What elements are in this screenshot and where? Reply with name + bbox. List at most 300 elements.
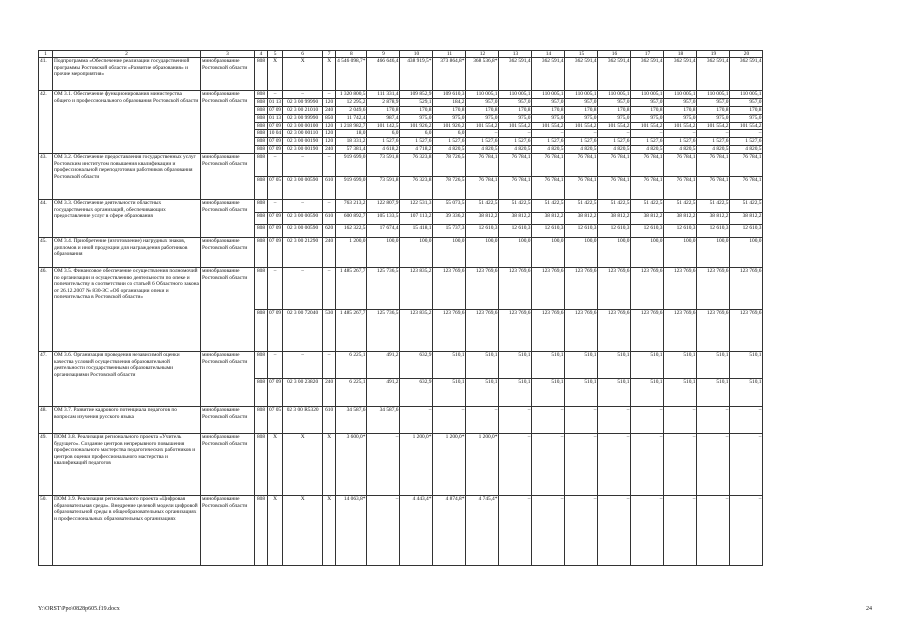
amount-cell: 105 133,5 xyxy=(367,212,400,225)
amount-cell: 51 422,5 xyxy=(466,200,499,213)
program-name: ОМ 3.3. Обеспечение деятельности областных государственных организаций, обеспечивающих предоставление услуг в сфере образования xyxy=(53,200,201,238)
amount-cell: 1 218 982,7 xyxy=(336,122,367,130)
budget-code-cell: – xyxy=(268,91,283,99)
amount-cell: 123 769,6 xyxy=(433,309,466,351)
budget-code-cell: 07 05 xyxy=(268,406,283,433)
amount-cell: 110 005,1 xyxy=(697,91,730,99)
amount-cell: 110 005,1 xyxy=(664,91,697,99)
amount-cell: 510,1 xyxy=(565,351,598,379)
budget-code-cell: 808 xyxy=(255,138,268,146)
page-number: 24 xyxy=(866,606,872,612)
amount-cell: – xyxy=(499,130,532,138)
amount-cell: 76 784,1 xyxy=(730,177,763,200)
budget-code-cell: 07 09 xyxy=(268,212,283,225)
amount-cell: 76 784,1 xyxy=(466,177,499,200)
amount-cell: 12 610,3 xyxy=(631,225,664,238)
budget-code-cell: 808 xyxy=(255,154,268,177)
amount-cell: 51 422,5 xyxy=(730,200,763,213)
amount-cell: 510,1 xyxy=(730,379,763,407)
amount-cell: 170,8 xyxy=(433,106,466,114)
column-number: 18 xyxy=(664,51,697,58)
amount-cell: 51 422,5 xyxy=(697,200,730,213)
amount-cell: 123 769,6 xyxy=(499,267,532,309)
budget-code-cell: 10 04 xyxy=(269,130,282,137)
executor-name: минобразование Ростовской области xyxy=(201,406,255,433)
amount-cell: 975,0 xyxy=(400,114,433,122)
amount-cell: – xyxy=(367,495,400,565)
column-number: 16 xyxy=(598,51,631,58)
amount-cell: 975,0 xyxy=(565,114,598,122)
amount-cell: 510,1 xyxy=(664,379,697,407)
amount-cell: 100,0 xyxy=(697,237,730,267)
amount-cell: 15 418,1 xyxy=(400,225,433,238)
table-row xyxy=(39,91,763,99)
amount-cell: 101 554,2 xyxy=(730,122,763,130)
budget-code-cell: 02 3 00 00590 xyxy=(283,225,323,238)
budget-code-cell: 02 3 00 99990 xyxy=(283,114,323,122)
program-name: ОМ 3.7. Развитие кадрового потенциала педагогов по вопросам изучения русского языка xyxy=(53,406,201,433)
amount-cell: 38 812,2 xyxy=(499,212,532,225)
amount-cell: – xyxy=(466,130,499,138)
amount-cell: 123 769,6 xyxy=(664,309,697,351)
column-number: 14 xyxy=(532,51,565,58)
amount-cell: 510,1 xyxy=(697,351,730,379)
amount-cell: – xyxy=(532,433,565,495)
amount-cell: 123 769,6 xyxy=(565,267,598,309)
amount-cell: 51 422,5 xyxy=(499,200,532,213)
amount-cell: 100,0 xyxy=(631,237,664,267)
amount-cell: – xyxy=(730,433,763,495)
column-number: 5 xyxy=(268,51,283,58)
row-number: 47. xyxy=(39,351,53,406)
budget-code-cell: 240 xyxy=(323,146,336,154)
table-row xyxy=(39,433,763,495)
amount-cell: 123 769,6 xyxy=(466,267,499,309)
amount-cell: 12 610,3 xyxy=(664,225,697,238)
row-number: 45. xyxy=(39,237,53,267)
column-number: 13 xyxy=(499,51,532,58)
amount-cell: 101 926,2 xyxy=(433,122,466,130)
budget-code-cell: 808 xyxy=(255,200,268,213)
budget-code-cell: 02 3 00 00190 xyxy=(283,146,323,154)
budget-code-cell: Х xyxy=(268,433,283,495)
amount-cell: 100,0 xyxy=(367,237,400,267)
amount-cell: 11 742,4 xyxy=(336,114,367,122)
amount-cell: 919 699,0 xyxy=(336,154,367,177)
column-number: 7 xyxy=(323,51,336,58)
amount-cell: 510,1 xyxy=(598,351,631,379)
program-name: ПОМ 3.9. Реализация регионального проекта «Цифровая образовательная среда». Внедрение целевой модели цифровой образовательной среды в общеобразовательных организациях и профессиональных образовательных организациях xyxy=(53,495,201,565)
amount-cell: 491,2 xyxy=(367,351,400,379)
budget-code-cell: 808 xyxy=(255,177,268,200)
row-number: 46. xyxy=(39,267,53,351)
budget-code-cell: 530 xyxy=(323,309,336,351)
amount-cell: 170,8 xyxy=(598,106,631,114)
amount-cell: 975,0 xyxy=(433,114,466,122)
amount-cell: 101 554,2 xyxy=(532,122,565,130)
amount-cell: 57 381,4 xyxy=(336,146,367,154)
amount-cell: 919 699,0 xyxy=(336,177,367,200)
amount-cell: 101 554,2 xyxy=(499,122,532,130)
amount-cell: 4 820,5 xyxy=(730,146,763,154)
amount-cell: 373 864,8* xyxy=(433,58,466,91)
amount-cell: 1 527,6 xyxy=(400,138,433,146)
amount-cell: 4 820,5 xyxy=(532,146,565,154)
amount-cell: 122 807,9 xyxy=(367,200,400,213)
amount-cell: 76 784,1 xyxy=(697,177,730,200)
amount-cell: 123 769,6 xyxy=(664,267,697,309)
amount-cell: 1 527,6 xyxy=(565,138,598,146)
amount-cell: 1 527,6 xyxy=(598,138,631,146)
column-number: 1 xyxy=(39,51,53,58)
row-number: 50. xyxy=(39,495,53,565)
amount-cell: 123 769,6 xyxy=(631,267,664,309)
budget-code-cell: – xyxy=(268,351,283,379)
amount-cell: 1 200,0* xyxy=(433,433,466,495)
budget-code-cell: 808 xyxy=(255,146,268,154)
budget-code-cell: 02 3 00 21010 xyxy=(283,106,323,114)
budget-code-cell: 808 xyxy=(255,237,268,267)
amount-cell: 6,0 xyxy=(367,130,400,138)
amount-cell: 76 323,8 xyxy=(400,177,433,200)
amount-cell: 975,0 xyxy=(499,114,532,122)
amount-cell: 12 610,3 xyxy=(598,225,631,238)
executor-name: минобразование Ростовской области xyxy=(201,267,255,351)
budget-code-cell: 120 xyxy=(323,138,336,146)
column-number: 2 xyxy=(53,51,201,58)
amount-cell: 123 769,6 xyxy=(433,267,466,309)
budget-code-cell: 07 09 xyxy=(268,225,283,238)
amount-cell: 100,0 xyxy=(466,237,499,267)
amount-cell: 17 674,4 xyxy=(367,225,400,238)
amount-cell: 76 784,1 xyxy=(565,154,598,177)
amount-cell: 76 784,1 xyxy=(664,154,697,177)
amount-cell: 110 005,1 xyxy=(730,91,763,99)
amount-cell: 100,0 xyxy=(400,237,433,267)
budget-code-cell: – xyxy=(283,154,323,177)
amount-cell: 3 600,0* xyxy=(336,433,367,495)
amount-cell: 975,0 xyxy=(730,114,763,122)
budget-code-cell: 808 xyxy=(255,130,268,138)
amount-cell: 51 422,5 xyxy=(631,200,664,213)
amount-cell: 38 812,2 xyxy=(730,212,763,225)
amount-cell: 957,0 xyxy=(565,98,598,106)
table-row xyxy=(39,58,763,91)
amount-cell: 125 736,5 xyxy=(367,267,400,309)
amount-cell: 109 610,3 xyxy=(433,91,466,99)
amount-cell: 170,8 xyxy=(697,106,730,114)
amount-cell: 110 005,1 xyxy=(499,91,532,99)
amount-cell: 2 878,9 xyxy=(367,98,400,106)
amount-cell: 510,1 xyxy=(631,351,664,379)
amount-cell: 510,1 xyxy=(631,379,664,407)
row-number: 43. xyxy=(39,154,53,200)
amount-cell: 38 812,2 xyxy=(466,212,499,225)
amount-cell: 975,0 xyxy=(466,114,499,122)
amount-cell: 510,1 xyxy=(466,379,499,407)
amount-cell: 4 820,5 xyxy=(433,146,466,154)
amount-cell: 100,0 xyxy=(532,237,565,267)
amount-cell: 123 769,6 xyxy=(532,267,565,309)
amount-cell: 957,0 xyxy=(631,98,664,106)
amount-cell: 975,0 xyxy=(532,114,565,122)
budget-code-cell: 120 xyxy=(323,130,336,138)
amount-cell: 184,2 xyxy=(433,98,466,106)
amount-cell: 38 812,2 xyxy=(664,212,697,225)
amount-cell: 12 610,3 xyxy=(730,225,763,238)
amount-cell: 100,0 xyxy=(499,237,532,267)
program-name: ОМ 3.2. Обеспечение предоставления государственных услуг Ростовским институтом повышения квалификации и профессиональной переподготовки работников образования Ростовской области xyxy=(53,154,201,200)
amount-cell: – xyxy=(433,406,466,433)
amount-cell: 510,1 xyxy=(730,351,763,379)
budget-code-cell: Х xyxy=(323,433,336,495)
amount-cell: 170,8 xyxy=(631,106,664,114)
amount-cell: 957,0 xyxy=(466,98,499,106)
amount-cell: – xyxy=(565,130,598,138)
amount-cell: 38 812,2 xyxy=(697,212,730,225)
amount-cell: 55 073,5 xyxy=(433,200,466,213)
budget-code-cell: Х xyxy=(268,495,283,565)
amount-cell: – xyxy=(664,406,697,433)
budget-code-cell: Х xyxy=(323,58,336,91)
amount-cell: – xyxy=(631,130,664,138)
amount-cell: 14 063,8* xyxy=(336,495,367,565)
budget-code-cell: – xyxy=(323,154,336,177)
amount-cell: 362 591,4 xyxy=(697,58,730,91)
budget-table xyxy=(38,50,763,566)
amount-cell: 975,0 xyxy=(664,114,697,122)
amount-cell: 123 769,6 xyxy=(466,309,499,351)
column-number: 6 xyxy=(283,51,323,58)
amount-cell: – xyxy=(697,406,730,433)
budget-code-cell: 07 09 xyxy=(268,237,283,267)
amount-cell: – xyxy=(631,433,664,495)
amount-cell: 76 784,1 xyxy=(664,177,697,200)
amount-cell: 38 812,2 xyxy=(565,212,598,225)
amount-cell: 362 591,4 xyxy=(565,58,598,91)
amount-cell: 110 005,1 xyxy=(466,91,499,99)
amount-cell: – xyxy=(565,406,598,433)
amount-cell: 123 769,6 xyxy=(499,309,532,351)
budget-code-cell: – xyxy=(323,267,336,309)
budget-code-cell: 120 xyxy=(323,98,336,106)
budget-code-cell: 808 xyxy=(255,106,268,114)
budget-code-cell: 07 09 xyxy=(269,106,282,113)
budget-code-cell: 808 xyxy=(255,114,268,122)
budget-code-cell: – xyxy=(323,200,336,213)
budget-code-cell: 808 xyxy=(255,122,268,130)
amount-cell: 51 422,5 xyxy=(664,200,697,213)
amount-cell: 600 892,7 xyxy=(336,212,367,225)
budget-code-cell: 620 xyxy=(323,225,336,238)
budget-code-cell: 07 09 xyxy=(269,138,282,145)
amount-cell: 4 618,2 xyxy=(367,146,400,154)
amount-cell: 76 784,1 xyxy=(532,177,565,200)
amount-cell: 362 591,4 xyxy=(499,58,532,91)
amount-cell: – xyxy=(598,433,631,495)
amount-cell: 15 737,3 xyxy=(433,225,466,238)
amount-cell: 6 225,1 xyxy=(336,351,367,379)
amount-cell: – xyxy=(664,130,697,138)
column-number: 20 xyxy=(730,51,763,58)
amount-cell: 510,1 xyxy=(433,351,466,379)
amount-cell: – xyxy=(466,406,499,433)
amount-cell: 1 527,6 xyxy=(664,138,697,146)
amount-cell: 957,0 xyxy=(499,98,532,106)
amount-cell: 510,1 xyxy=(598,379,631,407)
row-number: 42. xyxy=(39,91,53,154)
budget-code-cell: Х xyxy=(323,495,336,565)
amount-cell: 76 784,1 xyxy=(565,177,598,200)
amount-cell: 51 422,5 xyxy=(565,200,598,213)
budget-code-cell: 02 3 00 99990 xyxy=(283,98,323,106)
budget-code-cell: 240 xyxy=(323,106,336,114)
amount-cell: 76 784,1 xyxy=(499,177,532,200)
amount-cell: 6 225,1 xyxy=(336,379,367,407)
budget-code-cell: 07 05 xyxy=(268,177,283,200)
table-row xyxy=(39,200,763,213)
amount-cell: 101 554,2 xyxy=(466,122,499,130)
column-number: 3 xyxy=(201,51,255,58)
budget-code-cell: 07 09 xyxy=(269,146,282,153)
amount-cell: 170,8 xyxy=(730,106,763,114)
column-number: 9 xyxy=(367,51,400,58)
amount-cell: 510,1 xyxy=(532,351,565,379)
amount-cell: 1 527,6 xyxy=(367,138,400,146)
amount-cell: 170,8 xyxy=(367,106,400,114)
amount-cell: 76 323,8 xyxy=(400,154,433,177)
budget-code-cell: 808 xyxy=(255,267,268,309)
budget-code-cell: 808 xyxy=(255,212,268,225)
amount-cell: 362 591,4 xyxy=(730,58,763,91)
budget-code-cell: – xyxy=(283,267,323,309)
column-number: 19 xyxy=(697,51,730,58)
amount-cell: 51 422,5 xyxy=(598,200,631,213)
amount-cell: – xyxy=(730,130,763,138)
amount-cell: 78 726,5 xyxy=(433,154,466,177)
amount-cell: 51 422,5 xyxy=(532,200,565,213)
amount-cell: – xyxy=(367,433,400,495)
amount-cell: 4 443,4* xyxy=(400,495,433,565)
row-number: 41. xyxy=(39,58,53,91)
executor-name: минобразование Ростовской области xyxy=(201,200,255,238)
column-number: 4 xyxy=(255,51,268,58)
amount-cell: – xyxy=(598,130,631,138)
budget-code-cell: – xyxy=(268,200,283,213)
amount-cell: 4 820,5 xyxy=(631,146,664,154)
amount-cell: 18,0 xyxy=(336,130,367,138)
amount-cell: 100,0 xyxy=(664,237,697,267)
amount-cell: – xyxy=(532,406,565,433)
budget-code-cell: 808 xyxy=(255,98,268,106)
budget-code-cell: 808 xyxy=(255,433,268,495)
executor-name: минобразование Ростовской области xyxy=(201,351,255,406)
budget-code-cell: – xyxy=(283,91,323,99)
amount-cell: 123 769,6 xyxy=(565,309,598,351)
column-number: 15 xyxy=(565,51,598,58)
budget-code-cell: 02 3 00 00590 xyxy=(283,177,323,200)
amount-cell: – xyxy=(697,433,730,495)
executor-name: минобразование Ростовской области xyxy=(201,58,255,91)
budget-code-cell: – xyxy=(323,91,336,99)
table-row xyxy=(39,154,763,177)
amount-cell: – xyxy=(631,495,664,565)
amount-cell: – xyxy=(664,433,697,495)
amount-cell: 123 769,6 xyxy=(631,309,664,351)
amount-cell: 1 200,0* xyxy=(400,433,433,495)
budget-code-cell: 808 xyxy=(255,379,268,407)
amount-cell: 101 554,2 xyxy=(697,122,730,130)
amount-cell: 76 784,1 xyxy=(499,154,532,177)
amount-cell: 4 546 098,7* xyxy=(336,58,367,91)
amount-cell: 100,0 xyxy=(730,237,763,267)
amount-cell: – xyxy=(565,433,598,495)
amount-cell: 1 485 267,7 xyxy=(336,267,367,309)
budget-code-cell: – xyxy=(323,351,336,379)
column-number-header xyxy=(39,51,763,58)
amount-cell: 162 322,5 xyxy=(336,225,367,238)
amount-cell: – xyxy=(664,495,697,565)
budget-code-cell: 02 3 00 72040 xyxy=(283,309,323,351)
amount-cell: 78 726,5 xyxy=(433,177,466,200)
budget-code-cell: 02 3 00 21290 xyxy=(283,237,323,267)
amount-cell: 1 527,6 xyxy=(631,138,664,146)
amount-cell: 362 591,4 xyxy=(631,58,664,91)
executor-name: минобразование Ростовской области xyxy=(201,91,255,154)
budget-code-cell: – xyxy=(268,267,283,309)
budget-code-cell: 610 xyxy=(323,212,336,225)
amount-cell: 110 005,1 xyxy=(565,91,598,99)
amount-cell: 4 820,5 xyxy=(466,146,499,154)
budget-table-container xyxy=(38,50,763,566)
amount-cell: 12 295,2 xyxy=(336,98,367,106)
budget-code-cell: – xyxy=(283,351,323,379)
budget-code-cell: Х xyxy=(283,433,323,495)
column-number: 11 xyxy=(433,51,466,58)
amount-cell: 170,8 xyxy=(400,106,433,114)
amount-cell: 763 213,2 xyxy=(336,200,367,213)
amount-cell: 975,0 xyxy=(697,114,730,122)
amount-cell: 12 610,3 xyxy=(565,225,598,238)
amount-cell: 1 200,0* xyxy=(466,433,499,495)
amount-cell: 466 646,4 xyxy=(367,58,400,91)
amount-cell: 1 527,6 xyxy=(532,138,565,146)
row-number: 44. xyxy=(39,200,53,238)
budget-code-cell: 808 xyxy=(255,495,268,565)
amount-cell: 109 852,9 xyxy=(400,91,433,99)
budget-code-cell: 120 xyxy=(323,122,336,130)
amount-cell: 510,1 xyxy=(697,379,730,407)
amount-cell: 18 331,2 xyxy=(336,138,367,146)
amount-cell: 123 769,6 xyxy=(532,309,565,351)
amount-cell: 170,8 xyxy=(565,106,598,114)
table-row xyxy=(39,351,763,379)
amount-cell: 76 784,1 xyxy=(631,154,664,177)
amount-cell: 38 812,2 xyxy=(598,212,631,225)
amount-cell: 438 919,5* xyxy=(400,58,433,91)
amount-cell: 4 820,5 xyxy=(565,146,598,154)
amount-cell: 4 874,8* xyxy=(433,495,466,565)
column-number: 10 xyxy=(400,51,433,58)
executor-name: минобразование Ростовской области xyxy=(201,495,255,565)
amount-cell: – xyxy=(499,406,532,433)
budget-code-cell: 07 09 xyxy=(269,122,282,129)
budget-code-cell: – xyxy=(268,154,283,177)
amount-cell: – xyxy=(532,130,565,138)
amount-cell: – xyxy=(499,433,532,495)
amount-cell: 6,0 xyxy=(433,130,466,138)
amount-cell: 975,0 xyxy=(631,114,664,122)
